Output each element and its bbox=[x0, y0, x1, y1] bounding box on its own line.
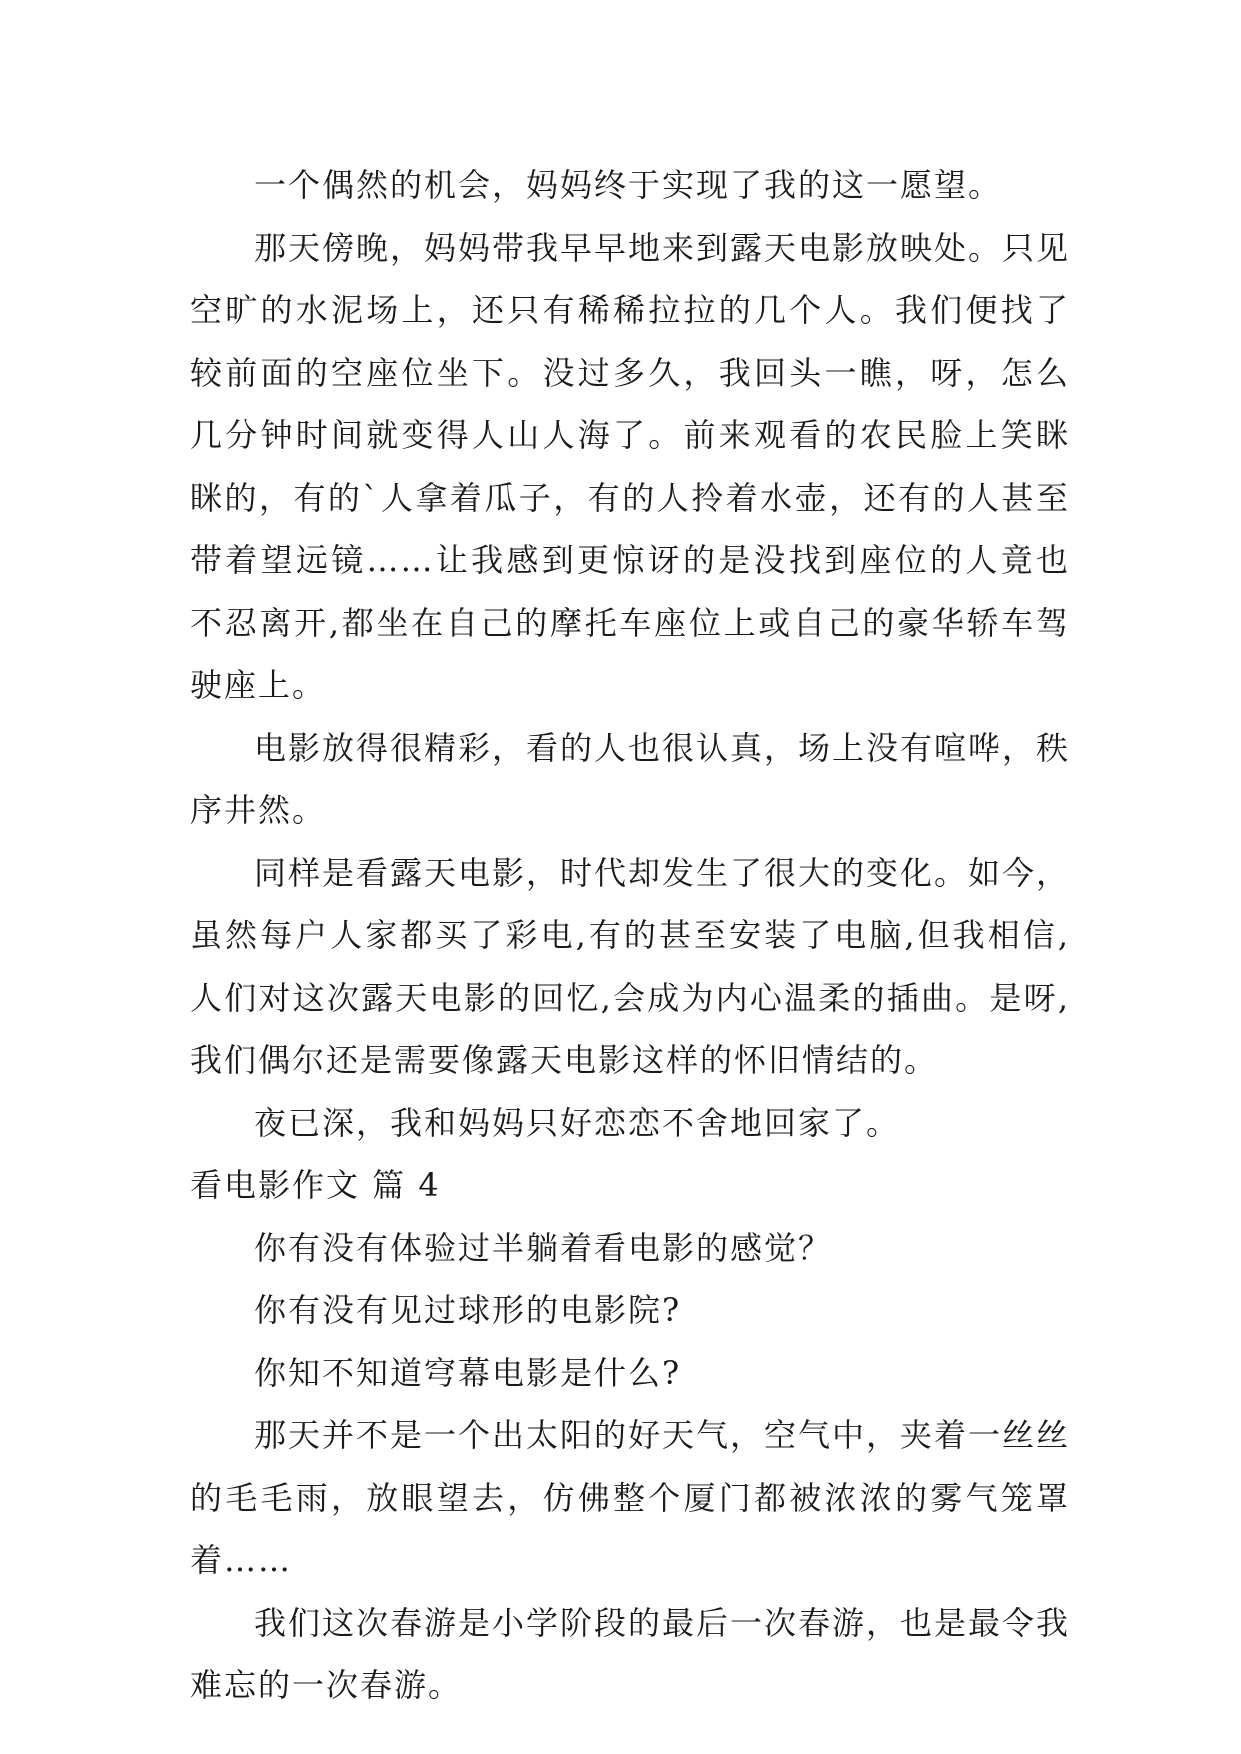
paragraph: 同样是看露天电影，时代却发生了很大的变化。如今，虽然每户人家都买了彩电,有的甚至安装了电脑,但我相信,人们对这次露天电影的回忆,会成为内心温柔的插曲。是呀,我们偶尔还是需要像露天电影这样的怀旧情结的。 bbox=[190, 853, 1071, 1079]
paragraph: 那天并不是一个出太阳的好天气，空气中，夹着一丝丝的毛毛雨，放眼望去，仿佛整个厦门都被浓浓的雾气笼罩着…… bbox=[190, 1416, 1071, 1579]
document-body bbox=[190, 154, 1070, 1717]
paragraph: 那天傍晚，妈妈带我早早地来到露天电影放映处。只见空旷的水泥场上，还只有稀稀拉拉的几个人。我们便找了较前面的空座位坐下。没过多久，我回头一瞧，呀，怎么几分钟时间就变得人山人海了。前来观看的农民脸上笑眯眯的，有的`人拿着瓜子，有的人拎着水壶，还有的人甚至带着望远镜……让我感到更惊讶的是没找到座位的人竟也不忍离开,都坐在自己的摩托车座位上或自己的豪华轿车驾驶座上。 bbox=[190, 228, 1071, 704]
paragraph: 你有没有见过球形的电影院? bbox=[254, 1291, 682, 1329]
paragraph: 我们这次春游是小学阶段的最后一次春游，也是最令我难忘的一次春游。 bbox=[190, 1603, 1071, 1704]
section-heading: 看电影作文 篇 4 bbox=[190, 1166, 441, 1204]
paragraph: 夜已深，我和妈妈只好恋恋不舍地回家了。 bbox=[254, 1103, 901, 1142]
paragraph: 一个偶然的机会，妈妈终于实现了我的这一愿望。 bbox=[254, 166, 1003, 204]
paragraph: 电影放得很精彩，看的人也很认真，场上没有喧哗，秩序井然。 bbox=[190, 728, 1071, 829]
paragraph: 你知不知道穹幕电影是什么? bbox=[254, 1353, 682, 1392]
paragraph: 你有没有体验过半躺着看电影的感觉？ bbox=[254, 1228, 833, 1267]
